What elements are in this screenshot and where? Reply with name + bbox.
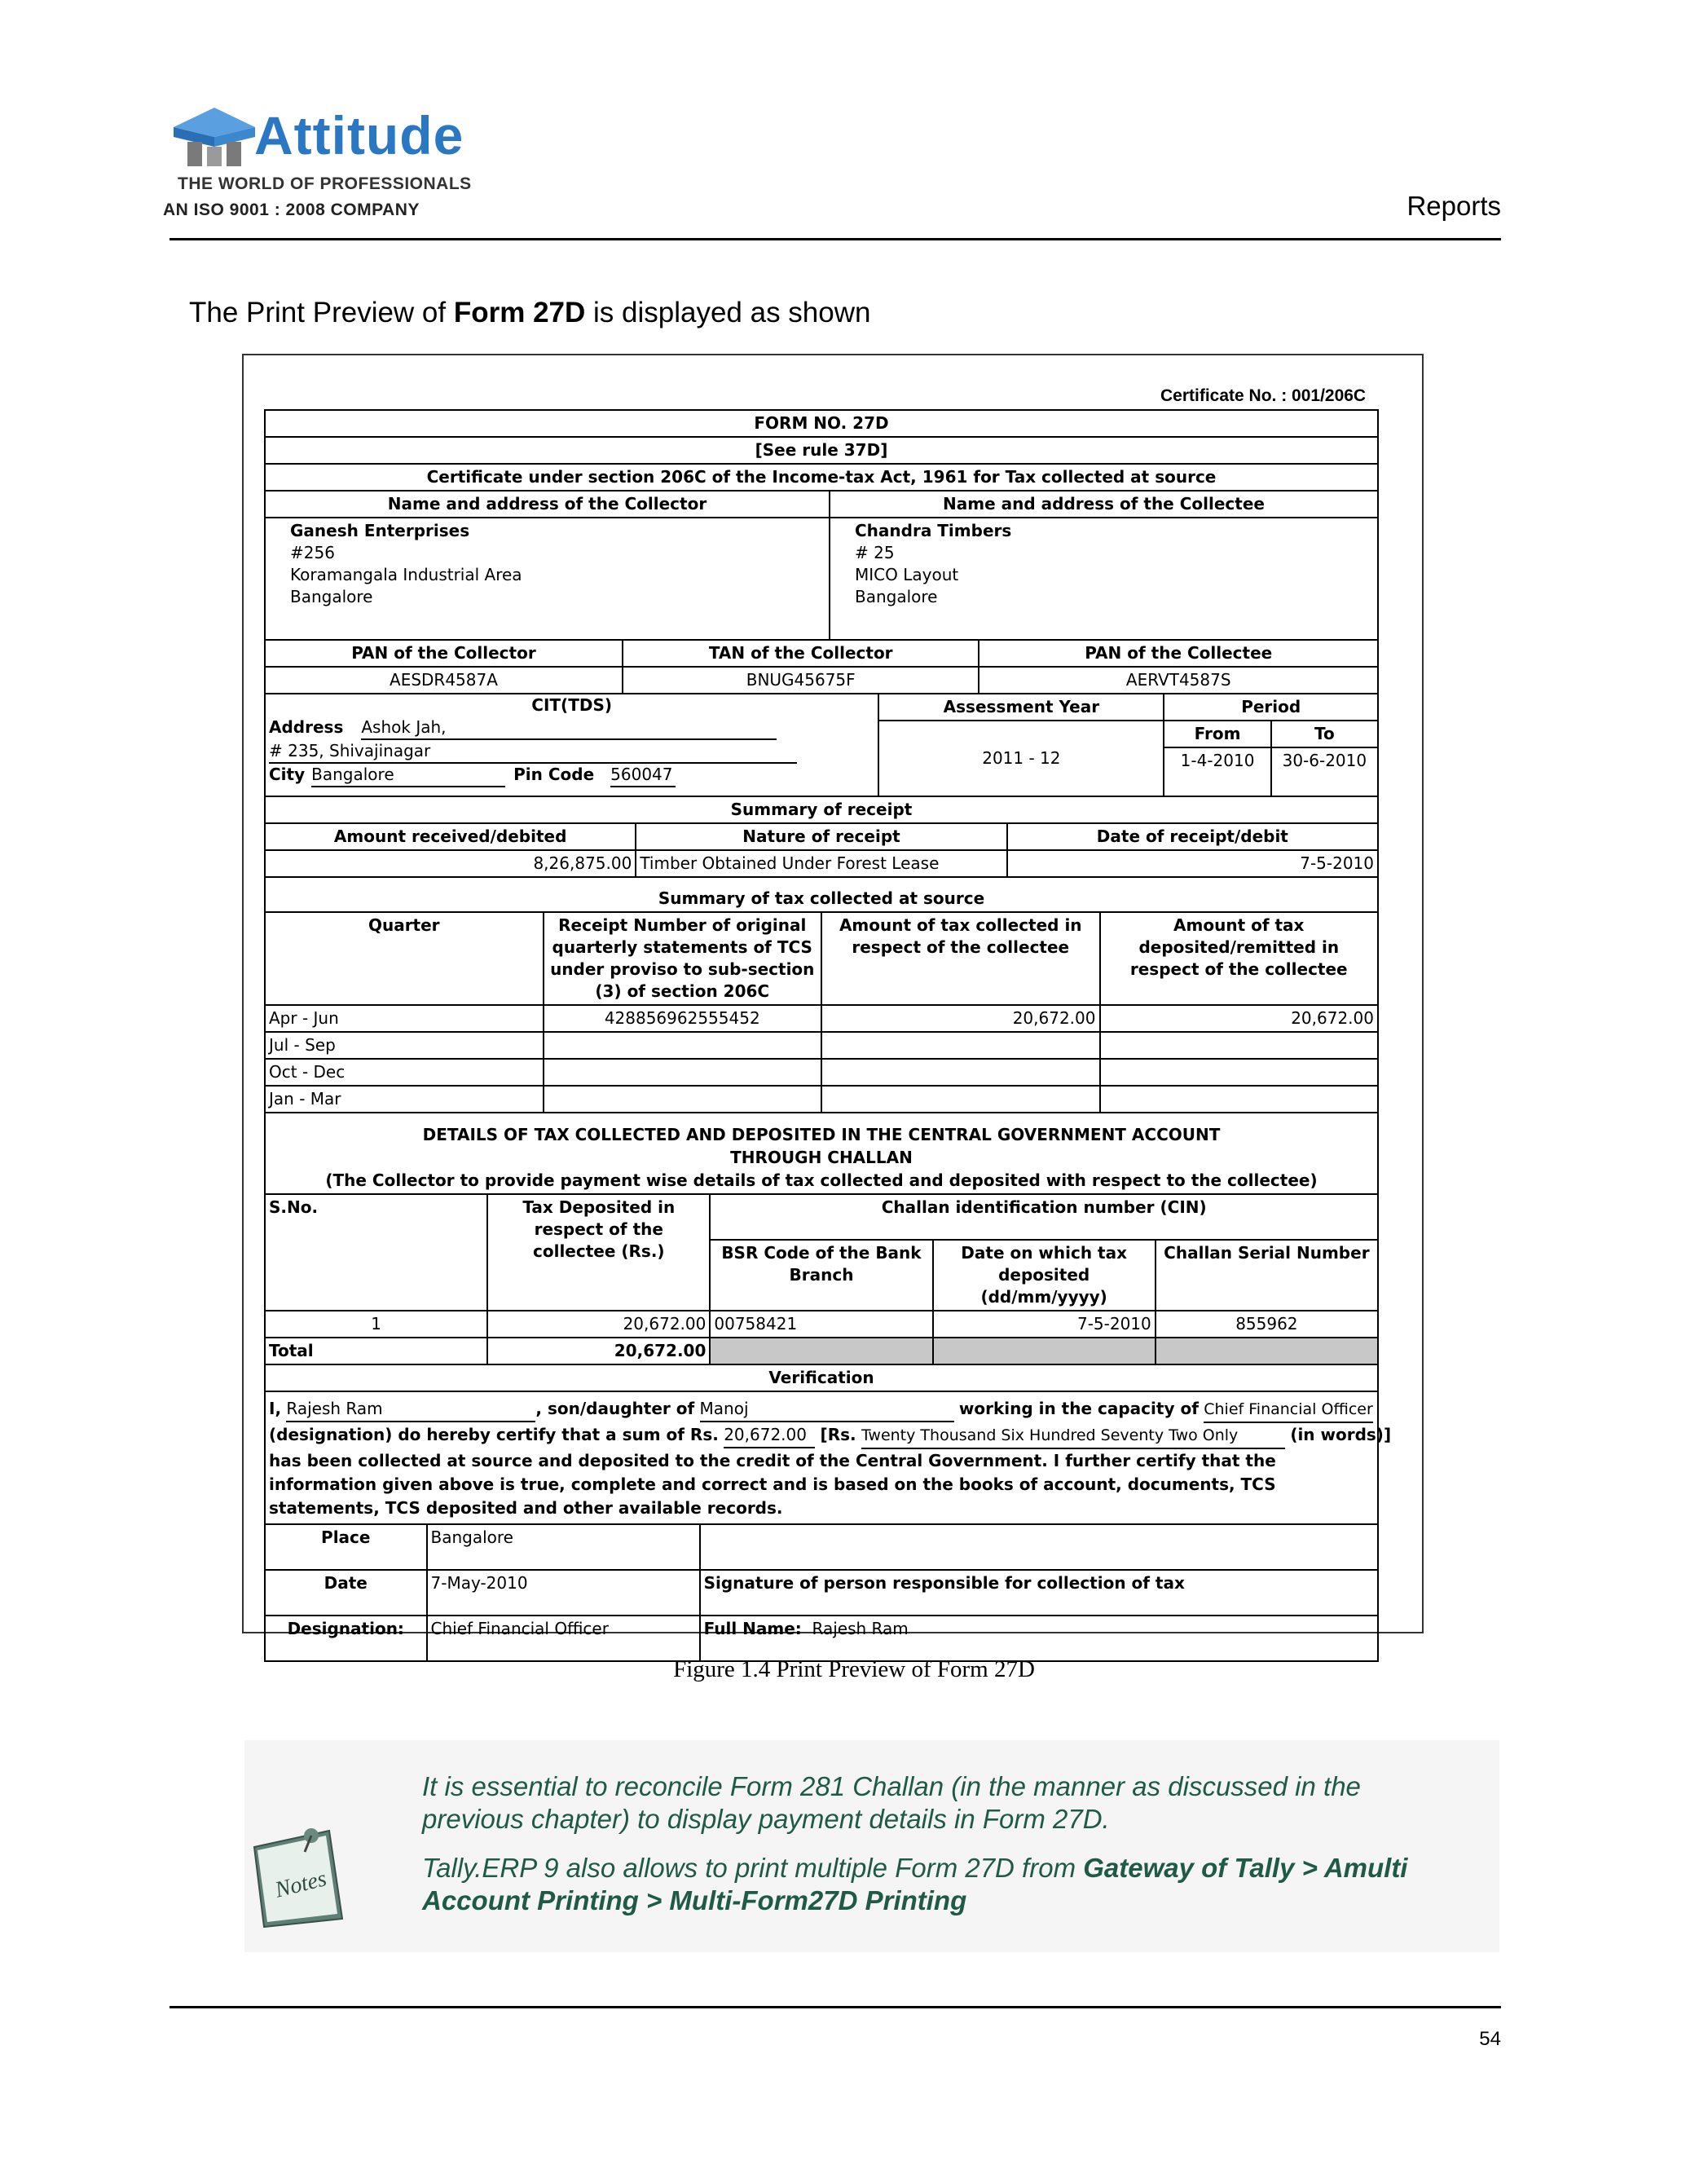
period-label: Period [1164,694,1378,721]
pan-collector-value: AESDR4587A [265,667,623,694]
notes-icon-label: Notes [272,1866,329,1903]
cit-pin-value: 560047 [610,764,676,787]
cin-label: Challan identification number (CIN) [710,1194,1378,1240]
assessment-year-value: 2011 - 12 [878,721,1164,796]
verifier-designation: Chief Financial Officer [1204,1398,1373,1423]
footer-divider [169,2006,1501,2008]
place-value: Bangalore [427,1524,700,1570]
receipt-summary-title: Summary of receipt [265,796,1378,823]
collector-address: Ganesh Enterprises #256 Koramangala Industrial Area Bangalore [265,518,830,640]
cit-table [264,693,1379,797]
form-rule: [See rule 37D] [265,437,1378,464]
place-label: Place [265,1524,427,1570]
receipt-summary-table [264,796,1379,878]
bsr-label: BSR Code of the Bank Branch [710,1240,932,1311]
signature-table [264,1523,1379,1662]
full-name-cell: Full Name: Rajesh Ram [700,1616,1378,1661]
assessment-year-label: Assessment Year [878,694,1164,721]
collectee-header: Name and address of the Collectee [830,491,1378,518]
verified-amount: 20,672.00 [724,1423,815,1448]
verification-table [264,1364,1392,1525]
quarter-row: Oct - Dec [265,1059,1378,1086]
logo-tagline: THE WORLD OF PROFESSIONALS [178,174,472,193]
designation-label: Designation: [265,1616,427,1661]
tax-summary-title: Summary of tax collected at source [265,877,1378,912]
note-1: It is essential to reconcile Form 281 Challan (in the manner as discussed in the previous chapter) to display payment details in Form 27D. [422,1771,1361,1834]
pan-collector-label: PAN of the Collector [265,640,623,667]
amount-label: Amount received/debited [265,823,636,850]
date-receipt-value: 7-5-2010 [1007,850,1378,877]
nature-value: Timber Obtained Under Forest Lease [636,850,1006,877]
challan-serial-label: Challan Serial Number [1156,1240,1378,1311]
parties-table [264,490,1379,641]
verified-amount-words: Twenty Thousand Six Hundred Seventy Two Only [861,1424,1285,1449]
form-title: FORM NO. 27D [265,410,1378,437]
figure-caption: Figure 1.4 Print Preview of Form 27D [673,1656,1035,1682]
quarter-row: Jan - Mar [265,1086,1378,1113]
page-number: 54 [1479,2028,1501,2050]
nature-label: Nature of receipt [636,823,1006,850]
tax-collected-label: Amount of tax collected in respect of the collectee [821,912,1100,1005]
form-subtitle: Certificate under section 206C of the Income-tax Act, 1961 for Tax collected at source [265,464,1378,491]
tax-summary-table [264,876,1379,1113]
notes-icon [251,1823,347,1929]
date-label: Date [265,1570,427,1616]
challan-row: 1 20,672.00 00758421 7-5-2010 855962 [265,1311,1378,1338]
form-name: Form 27D [453,297,586,328]
quarter-row: Jul - Sep [265,1032,1378,1059]
challan-details-title: DETAILS OF TAX COLLECTED AND DEPOSITED IN THE CENTRAL GOVERNMENT ACCOUNT THROUGH CHALLAN (The Collector to provide payment wise details of tax collected and deposited with respect to the collectee) [265,1113,1378,1194]
full-name-value: Rajesh Ram [812,1619,909,1638]
designation-value: Chief Financial Officer [427,1616,700,1661]
pan-collectee-label: PAN of the Collectee [979,640,1378,667]
challan-table [264,1112,1379,1365]
verification-text: I, Rajesh Ram , son/daughter of Manoj working in the capacity of Chief Financial Officer (designation) do hereby certify that a sum of Rs. 20,672.00 [Rs. Twenty Thousand Six Hundred Seventy Two Only (in words)] has been collected at source and deposited to the credit of the Central Government. I further certify that the information given above is true, complete and correct and is based on the books of account, documents, TCS statements, TCS deposited and other available records. [265,1391,1378,1524]
logo-wordmark: Attitude [254,105,464,165]
form-title-table [264,409,1379,492]
cit-city-value: Bangalore [311,764,505,787]
company-logo [163,104,505,235]
challan-total-row: Total 20,672.00 [265,1338,1378,1364]
cit-address-block: CIT(TDS) Address Ashok Jah, # 235, Shivajinagar City Bangalore Pin Code 560047 [265,694,878,796]
section-title: Reports [1406,191,1501,221]
tan-collector-label: TAN of the Collector [623,640,979,667]
logo-house-icon [169,104,259,170]
cit-address-value: Ashok Jah, [361,716,777,740]
tan-collector-value: BNUG45675F [623,667,979,694]
pan-tan-table [264,639,1379,694]
intro-text: The Print Preview of Form 27D is displayed as shown [189,297,871,328]
receipt-number-label: Receipt Number of original quarterly statements of TCS under proviso to sub-section (3) of section 206C [544,912,822,1005]
date-deposited-label: Date on which tax deposited (dd/mm/yyyy) [933,1240,1156,1311]
date-receipt-label: Date of receipt/debit [1007,823,1378,850]
tax-deposited-col-label: Tax Deposited in respect of the collectee (Rs.) [487,1194,710,1311]
tax-deposited-label: Amount of tax deposited/remitted in respect of the collectee [1100,912,1379,1005]
cit-address-line2: # 235, Shivajinagar [269,740,797,764]
quarter-row: Apr - Jun 428856962555452 20,672.00 20,672.00 [265,1005,1378,1032]
verification-title: Verification [265,1364,1378,1391]
period-from-label: From [1164,721,1270,747]
quarter-label: Quarter [265,912,544,1005]
collectee-address: Chandra Timbers # 25 MICO Layout Bangalore [830,518,1378,640]
amount-value: 8,26,875.00 [265,850,636,877]
note-2: Tally.ERP 9 also allows to print multiple Form 27D from Gateway of Tally > Amulti Account Printing > Multi-Form27D Printing [422,1853,1408,1915]
verifier-father: Manoj [700,1397,954,1422]
cit-label: CIT(TDS) [531,695,612,715]
menu-path: Gateway of Tally > Amulti Account Printing > Multi-Form27D Printing [422,1853,1408,1915]
collector-header: Name and address of the Collector [265,491,830,518]
date-value: 7-May-2010 [427,1570,700,1616]
period-to-label: To [1271,721,1378,747]
sno-label: S.No. [265,1194,487,1311]
form-27d [264,409,1392,1662]
logo-iso-line: AN ISO 9001 : 2008 COMPANY [163,201,420,219]
pan-collectee-value: AERVT4587S [979,667,1378,694]
certificate-number: Certificate No. : 001/206C [1160,386,1367,405]
verifier-name: Rajesh Ram [286,1397,535,1422]
period-from-value: 1-4-2010 [1164,747,1270,796]
signature-label: Signature of person responsible for collection of tax [700,1570,1378,1616]
header-divider [169,238,1501,240]
period-to-value: 30-6-2010 [1271,747,1378,796]
